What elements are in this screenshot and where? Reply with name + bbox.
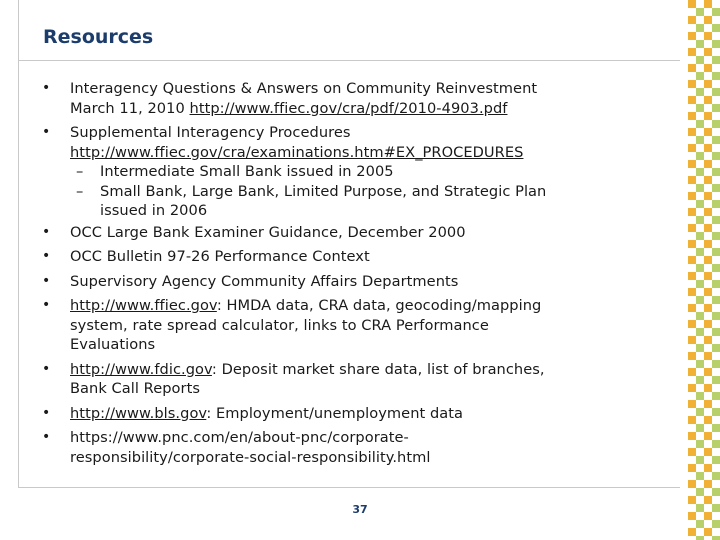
- footer-divider: [18, 487, 680, 488]
- slide-title: Resources: [43, 26, 154, 48]
- resource-list: [70, 79, 680, 467]
- dash-marker-icon: –: [76, 163, 84, 180]
- list-item: • http://www.ffiec.gov: HMDA data, CRA data, geocoding/mapping system, rate spread calculator, links to CRA Performance Evaluations: [70, 296, 680, 355]
- pnc-url-text: • https://www.pnc.com/en/about-pnc/corporate-: [70, 429, 409, 446]
- pdf-link[interactable]: http://www.ffiec.gov/cra/pdf/2010-4903.pdf: [189, 99, 508, 117]
- checker-pattern-decoration: [688, 0, 720, 540]
- fdic-link[interactable]: http://www.fdic.gov: [70, 360, 212, 378]
- list-item: • https://www.pnc.com/en/about-pnc/corporate- responsibility/corporate-social-responsibility.html: [70, 428, 680, 467]
- list-item: • OCC Large Bank Examiner Guidance, December 2000: [70, 223, 680, 243]
- list-item: [70, 79, 680, 118]
- item-text-line2: March 11, 2010 http://www.ffiec.gov/cra/pdf/2010-4903.pdf: [70, 99, 508, 117]
- item-text: • Supplemental Interagency Procedures: [70, 124, 351, 141]
- list-item: • Supervisory Agency Community Affairs Departments: [70, 272, 680, 292]
- list-item: • OCC Bulletin 97-26 Performance Context: [70, 247, 680, 267]
- sub-list-item: – Small Bank, Large Bank, Limited Purpose, and Strategic Plan issued in 2006: [76, 182, 547, 219]
- page-number: 37: [352, 503, 368, 516]
- bls-link[interactable]: http://www.bls.gov: [70, 404, 207, 422]
- list-item: [70, 123, 680, 221]
- left-border-line: [18, 0, 19, 487]
- dash-marker-icon: –: [76, 182, 84, 200]
- list-item: • http://www.bls.gov: Employment/unemployment data: [70, 404, 680, 424]
- title-divider: [18, 60, 680, 61]
- sub-list-item: – Intermediate Small Bank issued in 2005: [76, 163, 394, 180]
- ffiec-link[interactable]: http://www.ffiec.gov: [70, 297, 217, 314]
- item-text: • Interagency Questions & Answers on Community Reinvestment: [70, 80, 538, 97]
- procedures-link[interactable]: http://www.ffiec.gov/cra/examinations.htm#EX_PROCEDURES: [70, 143, 524, 161]
- list-item: • http://www.fdic.gov: Deposit market share data, list of branches, Bank Call Reports: [70, 360, 680, 399]
